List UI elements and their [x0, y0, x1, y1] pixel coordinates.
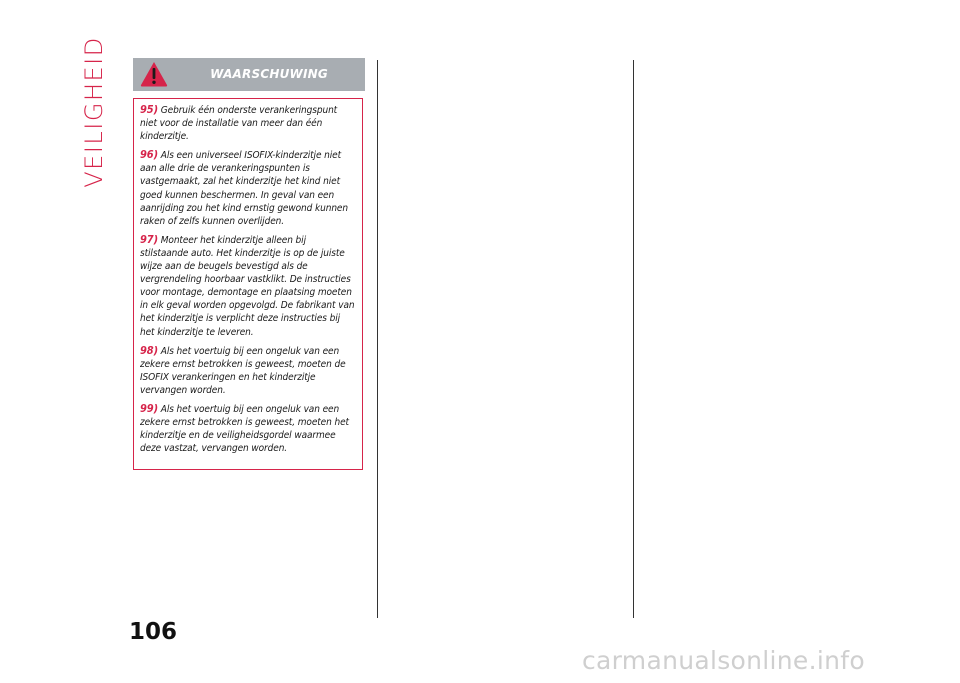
warning-item-number: 95) [140, 103, 158, 116]
warning-item-number: 99) [140, 401, 158, 415]
warning-box [133, 98, 363, 470]
warning-triangle-icon [139, 60, 169, 88]
section-title [74, 36, 114, 188]
warning-item-97 [140, 233, 356, 339]
page-number: 106 [129, 619, 178, 645]
watermark: carmanualsonline.info [582, 646, 865, 675]
warning-item-96 [140, 148, 356, 228]
warning-header [133, 58, 365, 91]
section-title-text: VEILIGHEID [80, 36, 108, 188]
warning-item-95 [140, 103, 356, 143]
column-divider [633, 60, 634, 618]
warning-item-text: Monteer het kinderzitje alleen bij stilstaande auto. Het kinderzitje is op de juiste wijze aan de beugels bevestigd als de vergrendeling hoorbaar vastklikt. De instructies voor montage, demontage en plaatsing moeten in elk geval worden opgevolgd. De fabrikant van het kinderzitje is verplicht deze instructies bij het kinderzitje te leveren. [140, 234, 355, 338]
warning-item-text: Gebruik één onderste verankeringspunt niet voor de installatie van meer dan één kinderzitje. [140, 105, 338, 143]
warning-item-text: Als een universeel ISOFIX-kinderzitje niet aan alle drie de verankeringspunten is vastgemaakt, zal het kinderzitje het kind niet goed kunnen beschermen. In geval van een aanrijding zou het kind ernstig gewond kunnen raken of zelfs kunnen overlijden. [140, 150, 348, 227]
warning-title: WAARSCHUWING [210, 67, 328, 81]
warning-item-number: 97) [140, 232, 158, 246]
warning-item-99 [140, 402, 356, 455]
warning-item-number: 98) [140, 343, 158, 357]
warning-item-text: Als het voertuig bij een ongeluk van een zekere ernst betrokken is geweest, moeten de ISOFIX verankeringen en het kinderzitje vervangen worden. [140, 345, 346, 396]
warning-item-number: 96) [140, 148, 158, 162]
column-divider [377, 60, 378, 618]
warning-item-text: Als het voertuig bij een ongeluk van een zekere ernst betrokken is geweest, moeten het kinderzitje en de veiligheidsgordel waarmee deze vastzat, vervangen worden. [140, 403, 349, 455]
warning-item-98 [140, 344, 356, 397]
